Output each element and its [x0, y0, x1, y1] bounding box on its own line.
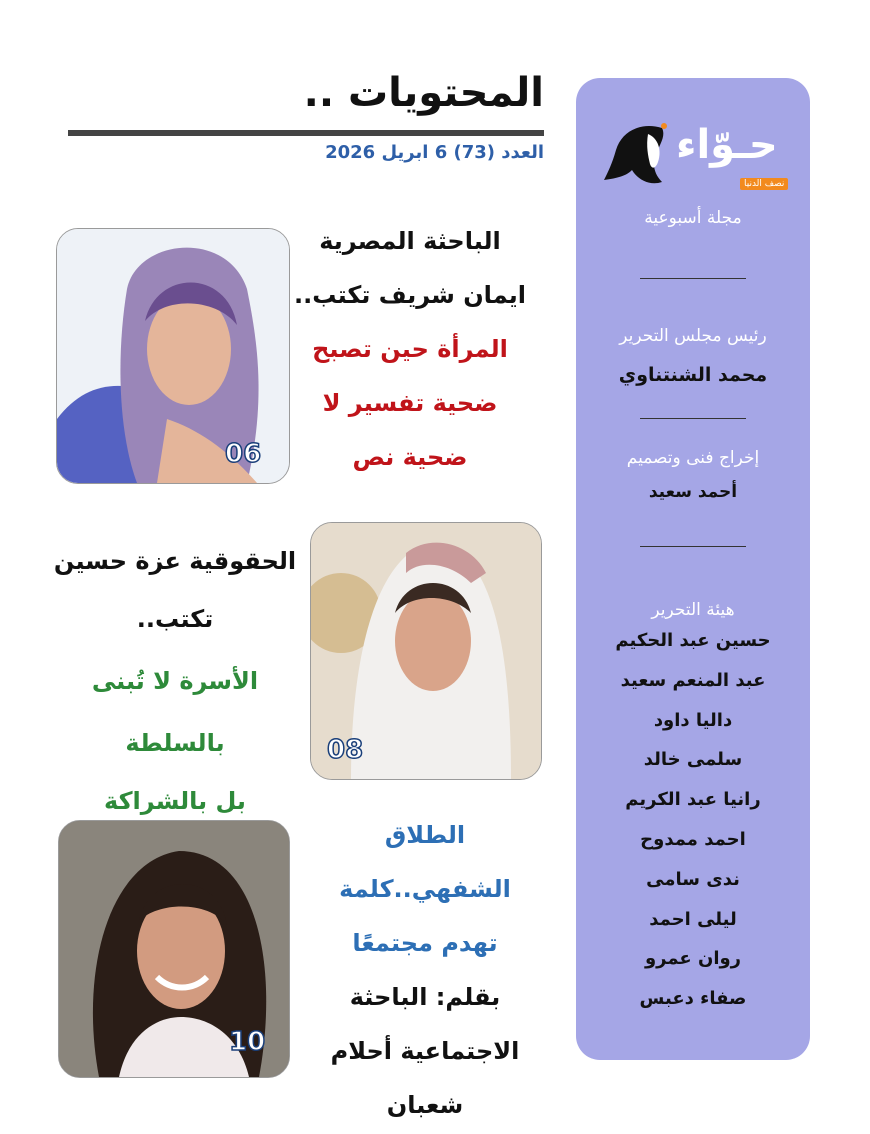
- board-label: هيئة التحرير: [651, 600, 735, 620]
- page-title: المحتويات ..: [303, 70, 544, 116]
- article-headline-line: الطلاق الشفهي..كلمة: [339, 821, 511, 903]
- logo-tagline: نصف الدنيا: [740, 178, 788, 190]
- article-headline-line: تهدم مجتمعًا: [352, 929, 498, 957]
- article-headline-line: بل بالشراكة: [104, 787, 246, 815]
- board-members-list: [576, 621, 810, 1019]
- magazine-type: مجلة أسبوعية: [644, 208, 742, 228]
- board-member: ليلى احمد: [649, 908, 737, 930]
- chairman-label: رئيس مجلس التحرير: [619, 326, 767, 346]
- masthead-sidebar: [576, 78, 810, 1060]
- page-number: 06: [225, 439, 262, 469]
- board-member: ندى سامى: [646, 868, 740, 890]
- article-headline-line: ضحية تفسير لا: [322, 389, 498, 417]
- logo-wordmark: حـوّاء: [676, 122, 778, 168]
- magazine-logo: [590, 112, 796, 194]
- board-member: عبد المنعم سعيد: [620, 669, 766, 691]
- board-member: احمد ممدوح: [640, 828, 746, 850]
- page-number: 10: [229, 1027, 266, 1057]
- article-headline-line: الأسرة لا تُبنى بالسلطة: [91, 667, 259, 757]
- page-number: 08: [327, 735, 364, 765]
- title-underline: [68, 130, 544, 136]
- article-headline-line: المرأة حين تصبح: [312, 335, 508, 363]
- woman-silhouette-icon: [604, 120, 674, 190]
- article-headline-line: ضحية نص: [352, 443, 468, 471]
- issue-info: العدد (73) 6 ابريل 2026: [325, 142, 544, 163]
- article-author-line: شعبان: [386, 1091, 464, 1119]
- design-name: أحمد سعيد: [648, 482, 738, 502]
- board-member: رانيا عبد الكريم: [625, 789, 761, 811]
- article-author-line: الحقوقية عزة حسين: [53, 547, 297, 575]
- board-member: سلمى خالد: [643, 749, 743, 771]
- article-author-line: الاجتماعية أحلام: [330, 1037, 520, 1065]
- article-teaser[interactable]: [300, 808, 550, 1132]
- divider: [640, 278, 746, 279]
- divider: [640, 418, 746, 419]
- article-author-line: بقلم: الباحثة: [349, 983, 501, 1011]
- article-photo[interactable]: [58, 820, 290, 1078]
- article-author-line: تكتب..: [136, 605, 214, 633]
- article-teaser[interactable]: [290, 214, 530, 484]
- article-photo[interactable]: [56, 228, 290, 484]
- board-member: روان عمرو: [644, 948, 742, 970]
- article-teaser[interactable]: [50, 534, 300, 828]
- article-author-line: الباحثة المصرية: [319, 227, 501, 255]
- chairman-name: محمد الشنتناوي: [618, 364, 768, 386]
- board-member: داليا داود: [653, 709, 733, 731]
- board-member: حسين عبد الحكيم: [615, 630, 771, 651]
- divider: [640, 546, 746, 547]
- article-author-line: ايمان شريف تكتب..: [293, 281, 527, 309]
- board-member: صفاء دعبس: [639, 988, 747, 1010]
- article-photo[interactable]: [310, 522, 542, 780]
- design-label: إخراج فنى وتصميم: [626, 448, 760, 468]
